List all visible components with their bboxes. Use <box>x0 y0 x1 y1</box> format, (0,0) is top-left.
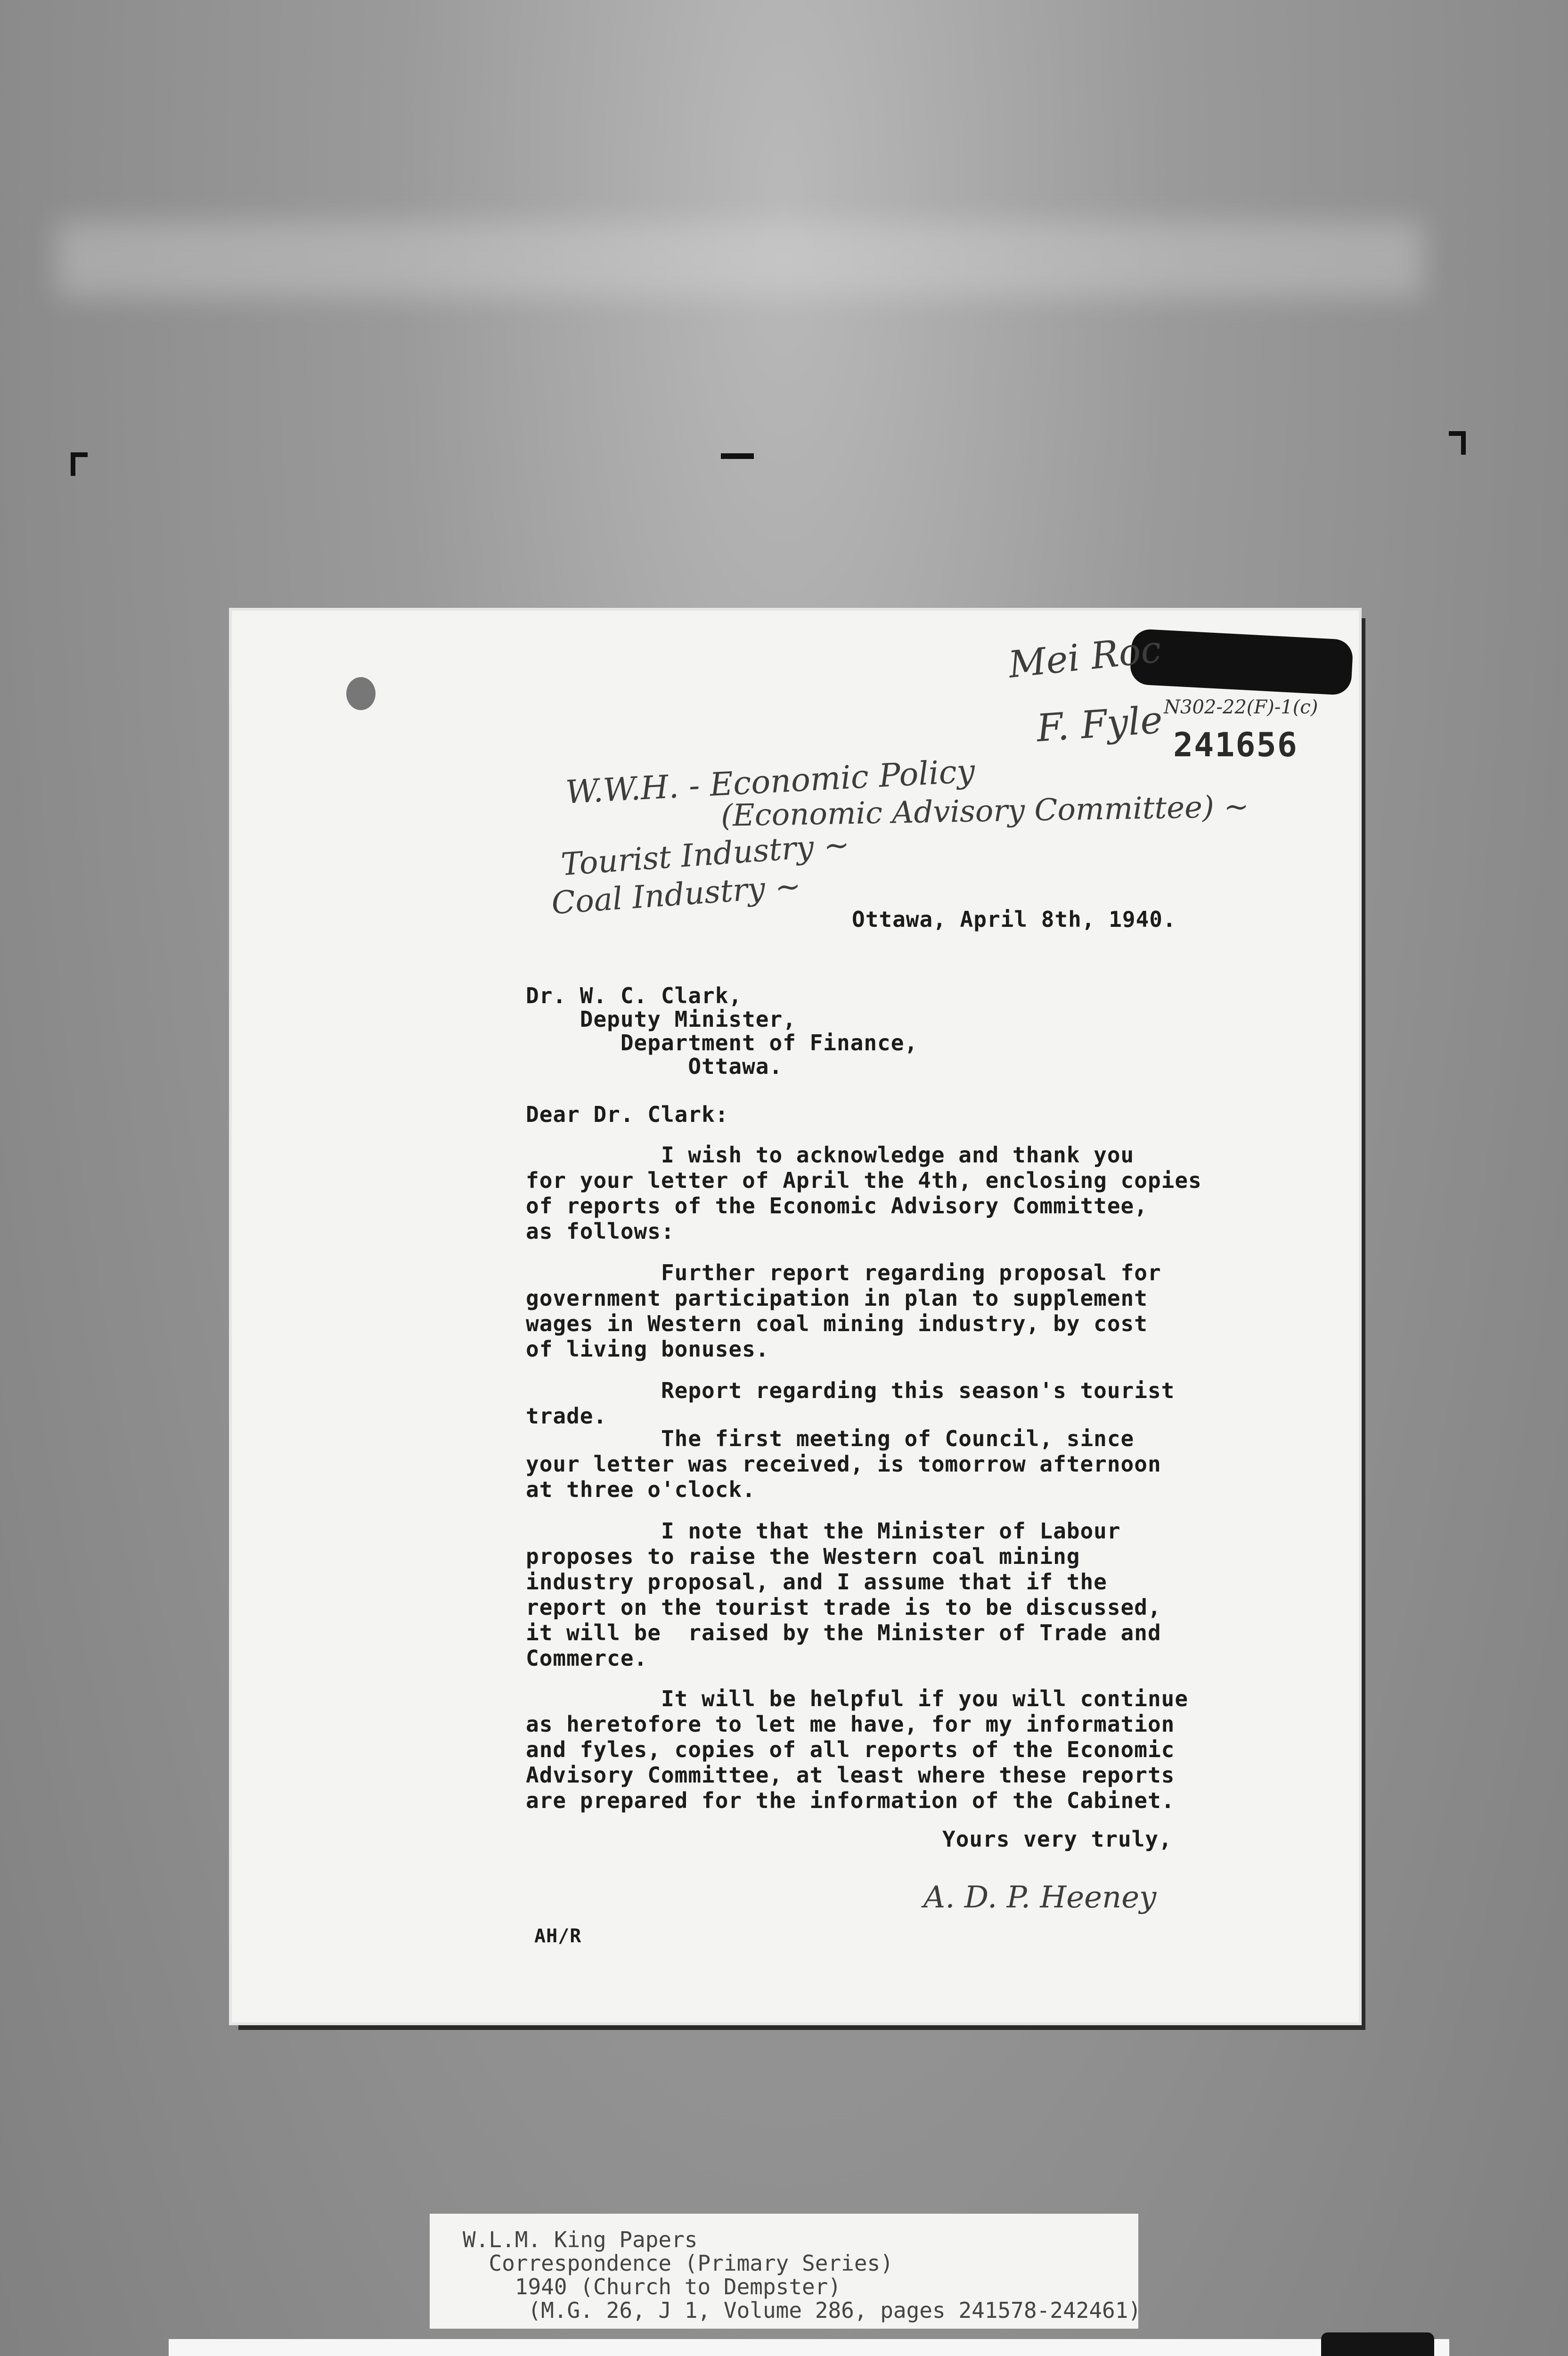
handwritten-subject-2: (Economic Advisory Committee) ~ <box>720 789 1250 834</box>
recipient-line-1: Dr. W. C. Clark, <box>526 983 743 1008</box>
paragraph-council-meeting: The first meeting of Council, since your letter was received, is tomorrow afternoon at three o'clock. <box>526 1426 1161 1502</box>
paragraph-tourist-report: Report regarding this season's tourist trade. <box>526 1378 1175 1429</box>
reference-line-3: 1940 (Church to Dempster) <box>463 2274 841 2299</box>
archive-reference-label <box>430 2214 1142 2329</box>
handwritten-subject-3: Tourist Industry ~ <box>560 826 851 883</box>
photo-corner-mark-right <box>1449 431 1466 455</box>
recipient-line-4: Ottawa. <box>526 1054 783 1079</box>
paragraph-acknowledge: I wish to acknowledge and thank you for your letter of April the 4th, enclosing copies of reports of the Economic Advisory Committee, as follows: <box>526 1142 1202 1244</box>
paragraph-minister-labour: I note that the Minister of Labour proposes to raise the Western coal mining industry proposal, and I assume that if the report on the tourist trade is to be discussed, it will be raised by the Minister of Trade and Commerce. <box>526 1518 1161 1671</box>
document-stamp-number: 241656 <box>1173 726 1298 764</box>
photo-corner-mark-left <box>71 452 88 476</box>
mount-background-band <box>57 221 1423 297</box>
archives-logo-icon <box>1321 2332 1434 2356</box>
salutation: Dear Dr. Clark: <box>526 1102 729 1127</box>
letter-date: Ottawa, April 8th, 1940. <box>852 907 1176 932</box>
reference-line-2: Correspondence (Primary Series) <box>463 2250 893 2276</box>
recipient-line-3: Department of Finance, <box>526 1030 918 1055</box>
paragraph-coal-report: Further report regarding proposal for government participation in plan to supplement wages in Western coal mining industry, by cost of living bonuses. <box>526 1260 1161 1362</box>
signature: A. D. P. Heeney <box>923 1880 1157 1915</box>
handwritten-reference-code: N302-22(F)-1(c) <box>1164 696 1318 718</box>
closing: Yours very truly, <box>942 1826 1172 1852</box>
punch-hole <box>346 677 376 710</box>
typist-initials: AH/R <box>534 1925 582 1947</box>
recipient-line-2: Deputy Minister, <box>526 1006 796 1032</box>
mount-tick-mark <box>721 453 754 459</box>
redaction-bar <box>1129 629 1354 695</box>
paragraph-continue-reports: It will be helpful if you will continue as heretofore to let me have, for my information and fyles, copies of all reports of the Economic Advisory Committee, at least where these reports are prepared for the information of the Cabinet. <box>526 1686 1189 1813</box>
reference-line-1: W.L.M. King Papers <box>463 2227 698 2252</box>
handwritten-note-top: Mei Roc <box>1006 628 1163 687</box>
handwritten-subject-4: Coal Industry ~ <box>550 867 802 922</box>
reference-line-4: (M.G. 26, J 1, Volume 286, pages 241578-242461) <box>463 2298 1142 2323</box>
handwritten-subject-1: W.W.H. - Economic Policy <box>564 753 976 811</box>
public-archives-label <box>169 2339 1449 2356</box>
handwritten-note-fyle: F. Fyle <box>1035 697 1164 751</box>
